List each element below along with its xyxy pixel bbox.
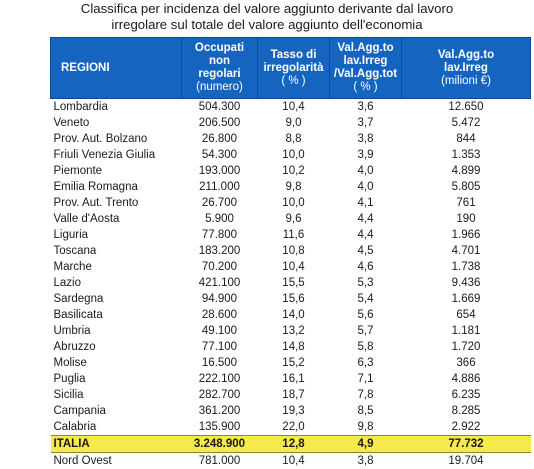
table-row <box>51 115 531 131</box>
cell-occupati: 222.100 <box>182 371 258 387</box>
table-row <box>51 339 531 355</box>
cell-region: Friuli Venezia Giulia <box>51 147 182 163</box>
cell-valagg-abs: 366 <box>402 355 531 371</box>
table-row <box>51 291 531 307</box>
cell-occupati: 26.800 <box>182 131 258 147</box>
table-row <box>51 131 531 147</box>
table-row <box>51 275 531 291</box>
cell-region: Abruzzo <box>51 339 182 355</box>
table-row <box>51 355 531 371</box>
cell-valagg-ratio: 4,4 <box>330 227 402 243</box>
cell-valagg-abs: 6.235 <box>402 387 531 403</box>
cell-valagg-abs: 2.922 <box>402 419 531 436</box>
cell-tasso: 15,5 <box>258 275 330 291</box>
header-occupati <box>182 38 258 99</box>
cell-region: Marche <box>51 259 182 275</box>
cell-valagg-abs: 4.899 <box>402 163 531 179</box>
table-row <box>51 211 531 227</box>
cell-occupati: 421.100 <box>182 275 258 291</box>
cell-occupati: 28.600 <box>182 307 258 323</box>
table-body <box>51 99 531 469</box>
cell-valagg-abs: 654 <box>402 307 531 323</box>
cell-region: Umbria <box>51 323 182 339</box>
header-valagg-abs-line: lav.Irreg <box>404 62 528 75</box>
cell-tasso: 15,6 <box>258 291 330 307</box>
header-tasso-line: Tasso di <box>260 49 327 62</box>
table-row <box>51 147 531 163</box>
cell-occupati: 206.500 <box>182 115 258 131</box>
cell-region: Piemonte <box>51 163 182 179</box>
cell-valagg-ratio: 4,1 <box>330 195 402 211</box>
cell-region: Molise <box>51 355 182 371</box>
cell-tasso: 14,0 <box>258 307 330 323</box>
cell-valagg-abs: 1.966 <box>402 227 531 243</box>
cell-valagg-abs: 1.353 <box>402 147 531 163</box>
cell-region: Basilicata <box>51 307 182 323</box>
cell-occupati: 193.000 <box>182 163 258 179</box>
header-tasso-unit: ( % ) <box>260 75 327 88</box>
cell-valagg-ratio: 3,8 <box>330 131 402 147</box>
cell-valagg-abs: 5.472 <box>402 115 531 131</box>
cell-occupati: 77.100 <box>182 339 258 355</box>
table-row <box>51 371 531 387</box>
header-valagg-ratio-line: lav.Irreg <box>332 55 399 68</box>
cell-valagg-ratio: 7,1 <box>330 371 402 387</box>
cell-valagg-ratio: 4,6 <box>330 259 402 275</box>
cell-region: Nord Ovest <box>51 453 182 469</box>
cell-region: Prov. Aut. Bolzano <box>51 131 182 147</box>
header-occupati-line: regolari <box>184 68 255 81</box>
cell-valagg-ratio: 8,5 <box>330 403 402 419</box>
cell-tasso: 10,2 <box>258 163 330 179</box>
cell-valagg-abs: 761 <box>402 195 531 211</box>
cell-region: Puglia <box>51 371 182 387</box>
cell-tasso: 12,8 <box>258 436 330 453</box>
table-row <box>51 227 531 243</box>
table-row <box>51 403 531 419</box>
cell-valagg-ratio: 6,3 <box>330 355 402 371</box>
cell-tasso: 8,8 <box>258 131 330 147</box>
cell-occupati: 16.500 <box>182 355 258 371</box>
regional-table <box>50 37 531 469</box>
cell-valagg-ratio: 3,7 <box>330 115 402 131</box>
total-row <box>51 436 531 453</box>
cell-valagg-ratio: 5,3 <box>330 275 402 291</box>
cell-region: Toscana <box>51 243 182 259</box>
cell-tasso: 11,6 <box>258 227 330 243</box>
table-row <box>51 307 531 323</box>
cell-tasso: 22,0 <box>258 419 330 436</box>
cell-occupati: 282.700 <box>182 387 258 403</box>
header-tasso <box>258 38 330 99</box>
cell-valagg-abs: 9.436 <box>402 275 531 291</box>
header-valagg-ratio <box>330 38 402 99</box>
cell-valagg-ratio: 4,9 <box>330 436 402 453</box>
cell-region: Liguria <box>51 227 182 243</box>
cell-valagg-abs: 1.669 <box>402 291 531 307</box>
title-line-2: irregolare sul totale del valore aggiunto dell'economia <box>0 17 534 33</box>
cell-tasso: 13,2 <box>258 323 330 339</box>
header-valagg-abs <box>402 38 531 99</box>
cell-occupati: 70.200 <box>182 259 258 275</box>
cell-tasso: 10,4 <box>258 259 330 275</box>
cell-tasso: 9,8 <box>258 179 330 195</box>
table-row <box>51 419 531 436</box>
cell-tasso: 9,0 <box>258 115 330 131</box>
cell-occupati: 49.100 <box>182 323 258 339</box>
cell-region: Calabria <box>51 419 182 436</box>
document-title <box>0 0 534 33</box>
header-valagg-ratio-line: Val.Agg.to <box>332 42 399 55</box>
cell-occupati: 77.800 <box>182 227 258 243</box>
cell-tasso: 19,3 <box>258 403 330 419</box>
cell-region: ITALIA <box>51 436 182 453</box>
table-row <box>51 179 531 195</box>
cell-valagg-ratio: 3,9 <box>330 147 402 163</box>
cell-valagg-ratio: 5,7 <box>330 323 402 339</box>
cell-tasso: 15,2 <box>258 355 330 371</box>
cell-valagg-abs: 12.650 <box>402 99 531 116</box>
header-regioni-label: REGIONI <box>61 62 110 74</box>
cell-tasso: 18,7 <box>258 387 330 403</box>
cell-tasso: 10,8 <box>258 243 330 259</box>
cell-valagg-abs: 77.732 <box>402 436 531 453</box>
cell-valagg-ratio: 4,4 <box>330 211 402 227</box>
cell-valagg-abs: 844 <box>402 131 531 147</box>
table-row <box>51 323 531 339</box>
table-row <box>51 163 531 179</box>
cell-region: Lombardia <box>51 99 182 116</box>
cell-tasso: 9,6 <box>258 211 330 227</box>
cell-valagg-ratio: 4,0 <box>330 163 402 179</box>
table-header <box>51 38 531 99</box>
cell-region: Veneto <box>51 115 182 131</box>
table-row <box>51 259 531 275</box>
cell-valagg-ratio: 7,8 <box>330 387 402 403</box>
header-regioni <box>51 38 182 99</box>
cell-occupati: 3.248.900 <box>182 436 258 453</box>
header-occupati-line: Occupati <box>184 42 255 55</box>
cell-occupati: 183.200 <box>182 243 258 259</box>
cell-occupati: 361.200 <box>182 403 258 419</box>
header-occupati-line: non <box>184 55 255 68</box>
cell-tasso: 10,0 <box>258 195 330 211</box>
cell-region: Sicilia <box>51 387 182 403</box>
cell-tasso: 10,4 <box>258 453 330 469</box>
cell-valagg-ratio: 9,8 <box>330 419 402 436</box>
cell-occupati: 26.700 <box>182 195 258 211</box>
header-valagg-abs-unit: (milioni €) <box>404 75 528 88</box>
table-row <box>51 99 531 116</box>
cell-tasso: 10,4 <box>258 99 330 116</box>
cell-valagg-abs: 190 <box>402 211 531 227</box>
title-line-1: Classifica per incidenza del valore aggiunto derivante dal lavoro <box>0 1 534 17</box>
cell-valagg-ratio: 5,4 <box>330 291 402 307</box>
header-valagg-ratio-unit: ( % ) <box>332 81 399 94</box>
header-valagg-ratio-line: /Val.Agg.tot <box>332 68 399 81</box>
cell-region: Prov. Aut. Trento <box>51 195 182 211</box>
cell-tasso: 14,8 <box>258 339 330 355</box>
cell-region: Emilia Romagna <box>51 179 182 195</box>
header-occupati-unit: (numero) <box>184 81 255 94</box>
cell-valagg-abs: 19.704 <box>402 453 531 469</box>
cell-valagg-abs: 5.805 <box>402 179 531 195</box>
cell-valagg-abs: 4.886 <box>402 371 531 387</box>
cell-valagg-ratio: 4,5 <box>330 243 402 259</box>
cell-occupati: 135.900 <box>182 419 258 436</box>
header-valagg-abs-line: Val.Agg.to <box>404 49 528 62</box>
table-row <box>51 195 531 211</box>
cell-occupati: 54.300 <box>182 147 258 163</box>
cell-tasso: 16,1 <box>258 371 330 387</box>
cell-valagg-abs: 8.285 <box>402 403 531 419</box>
cell-valagg-abs: 4.701 <box>402 243 531 259</box>
cell-valagg-ratio: 3,8 <box>330 453 402 469</box>
cell-region: Campania <box>51 403 182 419</box>
table-row <box>51 387 531 403</box>
table-row <box>51 453 531 469</box>
cell-occupati: 94.900 <box>182 291 258 307</box>
table-row <box>51 243 531 259</box>
cell-occupati: 504.300 <box>182 99 258 116</box>
cell-valagg-ratio: 3,6 <box>330 99 402 116</box>
cell-region: Valle d'Aosta <box>51 211 182 227</box>
cell-valagg-ratio: 5,8 <box>330 339 402 355</box>
cell-valagg-abs: 1.720 <box>402 339 531 355</box>
cell-valagg-abs: 1.738 <box>402 259 531 275</box>
cell-occupati: 5.900 <box>182 211 258 227</box>
cell-valagg-ratio: 4,0 <box>330 179 402 195</box>
cell-region: Sardegna <box>51 291 182 307</box>
cell-occupati: 781.000 <box>182 453 258 469</box>
cell-occupati: 211.000 <box>182 179 258 195</box>
header-tasso-line: irregolarità <box>260 62 327 75</box>
cell-tasso: 10,0 <box>258 147 330 163</box>
cell-valagg-abs: 1.181 <box>402 323 531 339</box>
cell-region: Lazio <box>51 275 182 291</box>
cell-valagg-ratio: 5,6 <box>330 307 402 323</box>
